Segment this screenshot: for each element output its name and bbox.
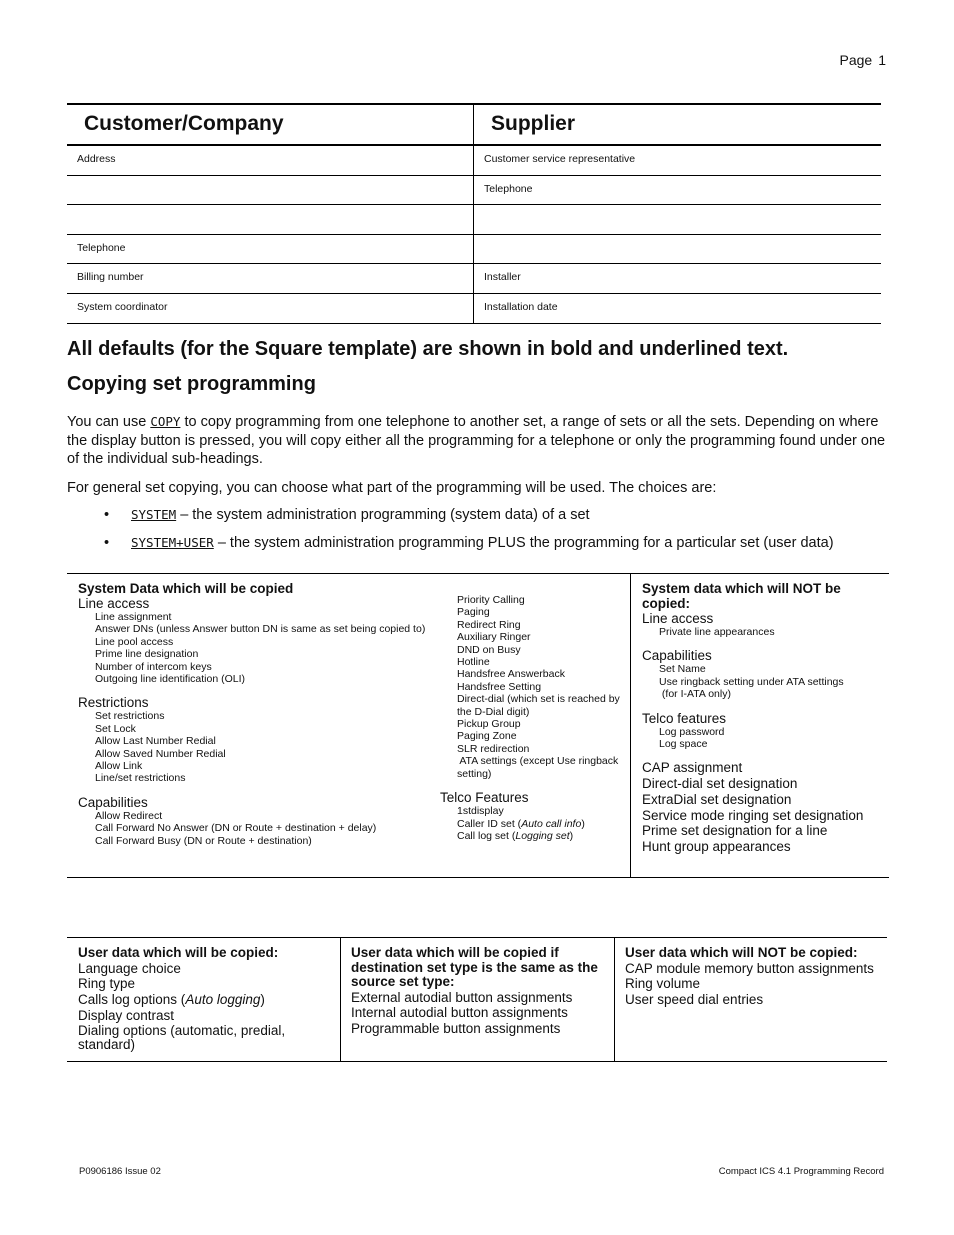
item-text: ) — [581, 817, 585, 830]
list-item: ExtraDial set designation — [642, 791, 792, 807]
group-label: Telco features — [642, 710, 727, 726]
page-label: Page — [839, 52, 873, 68]
bullet-text: – the system administration programming PLUS the programming for a particular set (user data) — [217, 535, 834, 551]
bullet-icon: • — [104, 507, 110, 523]
table-row — [67, 264, 881, 294]
list-item: setting) — [457, 767, 492, 780]
list-item: SLR redirection — [457, 742, 530, 755]
list-item: Set restrictions — [95, 710, 165, 723]
copy-command: COPY — [150, 414, 181, 429]
list-item — [78, 992, 333, 1008]
item-text: Caller ID set ( — [457, 817, 522, 830]
user-data-box — [67, 937, 887, 1062]
list-item: Call Forward No Answer (DN or Route + destination + delay) — [95, 822, 377, 835]
table-row — [67, 294, 881, 324]
table-row — [67, 176, 881, 206]
item-text: Call log set ( — [457, 829, 516, 842]
list-item: Answer DNs (unless Answer button DN is same as set being copied to) — [95, 623, 426, 636]
column-title: User data which will NOT be copied: — [625, 945, 858, 960]
group-label: Restrictions — [78, 695, 149, 711]
list-item: DND on Busy — [457, 643, 521, 656]
list-item: Display contrast — [78, 1007, 175, 1023]
footer-doc-id: P0906186 Issue 02 — [79, 1166, 161, 1177]
table-cell: Customer service representative — [484, 153, 636, 165]
list-item: Hunt group appearances — [642, 838, 791, 854]
list-item: Line pool access — [95, 635, 174, 648]
table-cell: Address — [67, 146, 474, 175]
intro-paragraph — [67, 413, 887, 469]
system-command: SYSTEM — [131, 507, 177, 522]
table-cell — [474, 205, 484, 234]
list-item: Number of intercom keys — [95, 660, 212, 673]
table-cell — [67, 176, 474, 205]
list-item: Ring volume — [625, 976, 701, 992]
table-cell — [67, 205, 474, 234]
bullet-icon: • — [104, 535, 110, 551]
list-item: Set Name — [659, 663, 706, 676]
contact-table — [67, 103, 881, 324]
list-item: User speed dial entries — [625, 991, 764, 1007]
defaults-headline: All defaults (for the Square template) are shown in bold and underlined text. — [67, 338, 789, 360]
list-item: standard) — [78, 1037, 136, 1053]
system-data-box — [67, 573, 889, 878]
column-title: System data which will NOT be copied: — [642, 581, 841, 611]
list-item: Log space — [659, 738, 708, 751]
user-copied-col — [78, 946, 333, 1051]
list-item: Programmable button assignments — [351, 1020, 561, 1036]
table-cell: Installation date — [484, 300, 558, 313]
list-item: Log password — [659, 725, 725, 738]
group-label: Capabilities — [642, 648, 712, 664]
item-text: 1stdisplay — [457, 805, 504, 818]
item-text: Calls log options ( — [78, 991, 186, 1007]
item-italic: Auto logging — [185, 991, 261, 1007]
list-item: Use ringback setting under ATA settings — [659, 675, 844, 688]
list-item: Internal autodial button assignments — [351, 1005, 568, 1021]
group-label: Line access — [78, 596, 150, 611]
list-item: Pickup Group — [457, 718, 521, 731]
page-number-value: 1 — [878, 52, 886, 68]
list-item: Set Lock — [95, 722, 136, 735]
list-item: Ring type — [78, 976, 136, 992]
list-item: External autodial button assignments — [351, 989, 573, 1005]
table-cell: Installer — [484, 271, 521, 284]
section-title: Copying set programming — [67, 373, 316, 395]
list-item: Allow Redirect — [95, 809, 163, 822]
para-text: to copy programming from one telephone to another set, a range of sets or all the sets. Depending on where the display button is pressed, you will copy either all the programming for a telephone or only the programming found under one of the individual sub-headings. — [67, 414, 886, 467]
list-item: Allow Last Number Redial — [95, 735, 216, 748]
column-title: User data which will be copied if — [351, 945, 559, 960]
list-item: Priority Calling — [457, 594, 525, 606]
system-copied-col2 — [440, 594, 630, 842]
table-row — [67, 146, 881, 176]
item-italic: Logging set — [515, 829, 570, 842]
list-item: Redirect Ring — [457, 618, 521, 631]
list-item: Line assignment — [95, 611, 172, 623]
table-cell — [474, 235, 484, 264]
list-item — [440, 830, 630, 842]
list-item: CAP module memory button assignments — [625, 960, 874, 976]
group-label: Telco Features — [440, 790, 529, 806]
list-item: Handsfree Answerback — [457, 668, 565, 681]
column-title: source set type: — [351, 974, 455, 989]
table-cell: Telephone — [484, 182, 533, 195]
list-item: Direct-dial set designation — [642, 776, 798, 792]
list-item: the D-Dial digit) — [457, 705, 530, 718]
list-item: Handsfree Setting — [457, 680, 542, 693]
system-user-command: SYSTEM+USER — [131, 535, 214, 550]
list-item: Language choice — [78, 960, 181, 976]
footer-doc-title: Compact ICS 4.1 Programming Record — [718, 1166, 884, 1177]
user-conditional-col — [351, 946, 609, 1037]
list-item: ATA settings (except Use ringback — [457, 755, 619, 768]
list-item — [440, 805, 630, 817]
list-item: Private line appearances — [659, 626, 775, 638]
table-cell: Billing number — [67, 264, 474, 293]
group-label: Line access — [642, 611, 714, 626]
list-item: Prime set designation for a line — [642, 823, 828, 839]
table-cell: Telephone — [67, 235, 474, 264]
supplier-header: Supplier — [491, 112, 576, 135]
table-cell: System coordinator — [67, 294, 474, 323]
list-item: Paging — [457, 606, 490, 619]
list-item: Paging Zone — [457, 730, 517, 743]
list-item: Auxiliary Ringer — [457, 631, 531, 644]
list-item — [440, 818, 630, 830]
column-title: destination set type is the same as the — [351, 959, 598, 975]
para-text: You can use — [67, 414, 147, 430]
list-item: Service mode ringing set designation — [642, 807, 864, 823]
customer-company-header: Customer/Company — [67, 105, 474, 144]
column-title: System Data which will be copied — [78, 581, 294, 596]
item-italic: Auto call info — [521, 817, 582, 830]
list-item: Hotline — [457, 656, 490, 669]
table-row — [67, 235, 881, 265]
list-item: Allow Link — [95, 760, 143, 773]
system-copied-col1 — [78, 581, 438, 847]
page-number — [834, 52, 887, 68]
list-item: Allow Saved Number Redial — [95, 747, 226, 760]
item-text: ) — [260, 991, 265, 1007]
list-item: Prime line designation — [95, 648, 199, 661]
list-item: CAP assignment — [642, 760, 743, 776]
list-item: Dialing options (automatic, predial, — [78, 1023, 286, 1039]
user-not-copied-col — [625, 946, 883, 1008]
list-item: Outgoing line identification (OLI) — [95, 673, 245, 686]
list-item: Call Forward Busy (DN or Route + destination) — [95, 834, 312, 847]
list-item: Direct-dial (which set is reached by — [457, 693, 620, 706]
choices-paragraph: For general set copying, you can choose what part of the programming will be used. The choices are: — [67, 480, 717, 496]
bullet-text: – the system administration programming (system data) of a set — [180, 507, 590, 523]
list-item: Line/set restrictions — [95, 772, 186, 785]
item-text: ) — [569, 829, 574, 842]
group-label: Capabilities — [78, 794, 148, 810]
table-row — [67, 205, 881, 235]
list-item: (for I-ATA only) — [659, 688, 731, 701]
system-not-copied-col — [642, 581, 882, 855]
column-title: User data which will be copied: — [78, 945, 279, 960]
